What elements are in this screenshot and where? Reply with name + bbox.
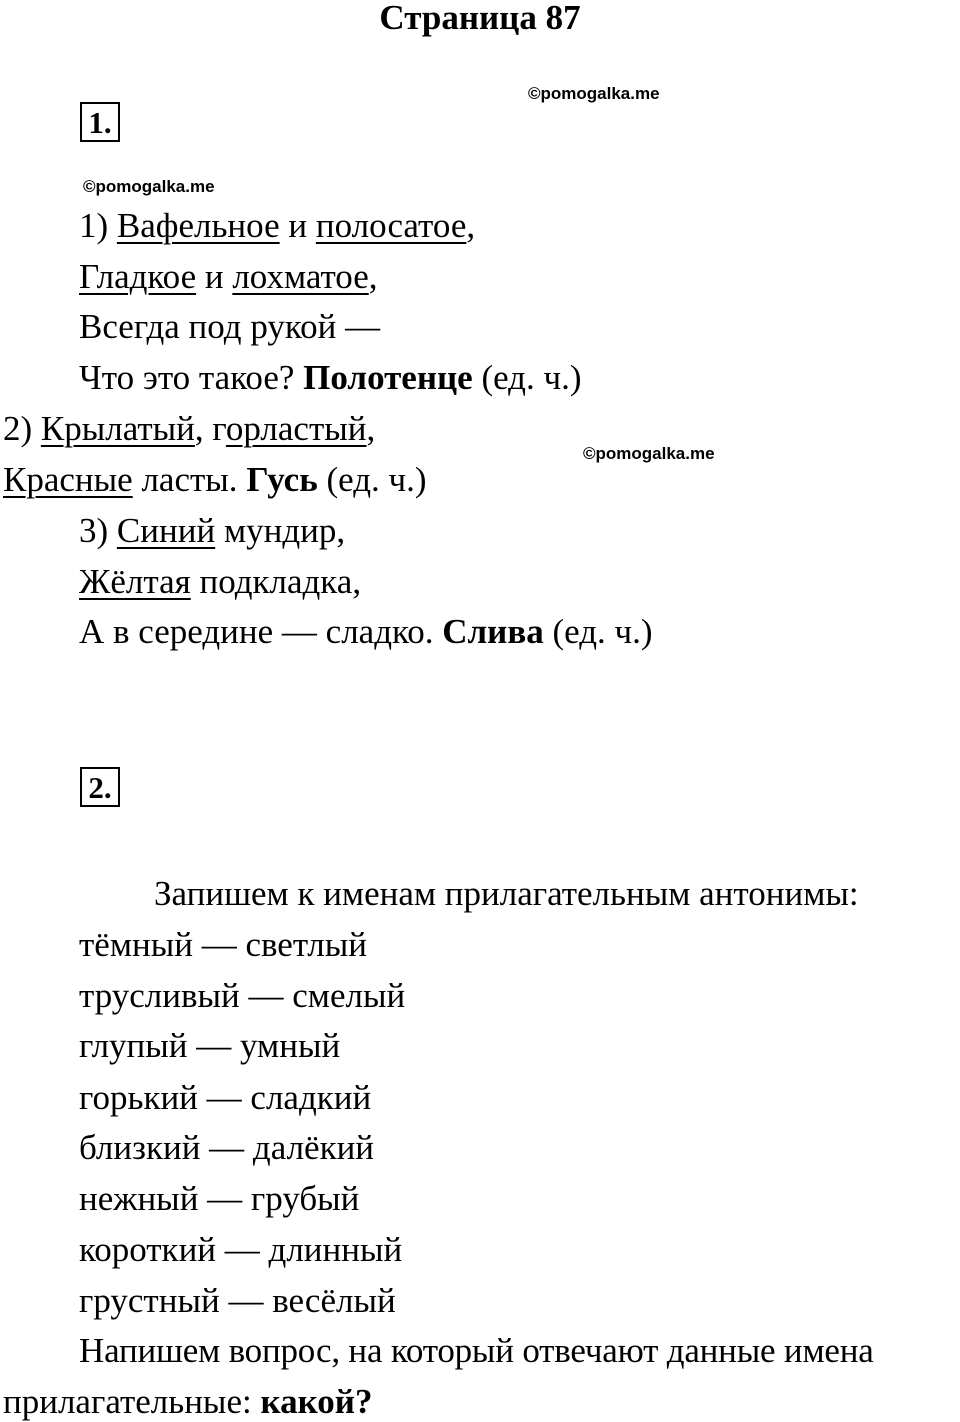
question-line1: Напишем вопрос, на который отвечают данные имена: [79, 1331, 874, 1370]
antonym-pair: короткий — длинный: [79, 1230, 403, 1269]
watermark: ©pomogalka.me: [83, 177, 215, 196]
text-fragment: А в середине — сладко.: [79, 612, 443, 651]
text-fragment: Что это такое?: [79, 358, 304, 397]
antonym-pair: трусливый — смелый: [79, 976, 406, 1015]
text-fragment: мундир,: [215, 511, 346, 550]
antonym-pair: близкий — далёкий: [79, 1128, 375, 1167]
riddle1-line2: [79, 257, 378, 297]
riddle3-line1: [79, 511, 345, 551]
line-prefix: 2): [3, 409, 41, 448]
riddle1-line3: Всегда под рукой —: [79, 307, 381, 346]
underlined-word: полосатое: [315, 206, 467, 245]
text-fragment: , г: [194, 409, 226, 448]
text-fragment: (ед. ч.): [317, 460, 427, 499]
riddle-answer: Слива: [442, 612, 544, 651]
text-fragment: (ед. ч.): [543, 612, 653, 651]
underlined-word: орластый: [225, 409, 367, 448]
text-fragment: ,: [466, 206, 476, 245]
riddle1-line4: [79, 358, 582, 398]
riddle-answer: Полотенце: [303, 358, 473, 397]
riddle-answer: Гусь: [246, 460, 318, 499]
task-number-2: 2.: [80, 767, 120, 807]
text-fragment: ,: [366, 409, 376, 448]
antonym-pair: нежный — грубый: [79, 1179, 360, 1218]
antonym-pair: грустный — весёлый: [79, 1281, 396, 1320]
underlined-word: Жёлтая: [79, 562, 191, 601]
task-number-1: 1.: [80, 102, 120, 142]
riddle2-line1: [3, 409, 375, 449]
antonym-pair: тёмный — светлый: [79, 925, 367, 964]
text-fragment: (ед. ч.): [472, 358, 582, 397]
underlined-word: Гладкое: [79, 257, 197, 296]
task2-intro: Запишем к именам прилагательным антонимы:: [154, 874, 859, 913]
page-title: Страница 87: [379, 0, 581, 37]
line-prefix: 3): [79, 511, 117, 550]
underlined-word: Красные: [3, 460, 133, 499]
watermark: ©pomogalka.me: [528, 84, 660, 103]
question-line2: [3, 1382, 372, 1422]
riddle3-line3: [79, 612, 653, 652]
riddle2-line2: [3, 460, 427, 500]
riddle3-line2: [79, 562, 361, 602]
line-prefix: 1): [79, 206, 117, 245]
underlined-word: лохматое: [232, 257, 369, 296]
text-fragment: ласты.: [132, 460, 247, 499]
text-fragment: подкладка,: [190, 562, 362, 601]
underlined-word: Вафельное: [116, 206, 280, 245]
antonym-pair: глупый — умный: [79, 1026, 341, 1065]
watermark: ©pomogalka.me: [583, 444, 715, 463]
text-fragment: и: [196, 257, 233, 296]
text-fragment: прилагательные:: [3, 1382, 261, 1421]
text-fragment: и: [279, 206, 316, 245]
question-answer: какой?: [260, 1382, 373, 1421]
riddle1-line1: [79, 206, 475, 246]
underlined-word: Крылатый: [40, 409, 195, 448]
text-fragment: ,: [368, 257, 378, 296]
underlined-word: Синий: [116, 511, 216, 550]
antonym-pair: горький — сладкий: [79, 1078, 372, 1117]
